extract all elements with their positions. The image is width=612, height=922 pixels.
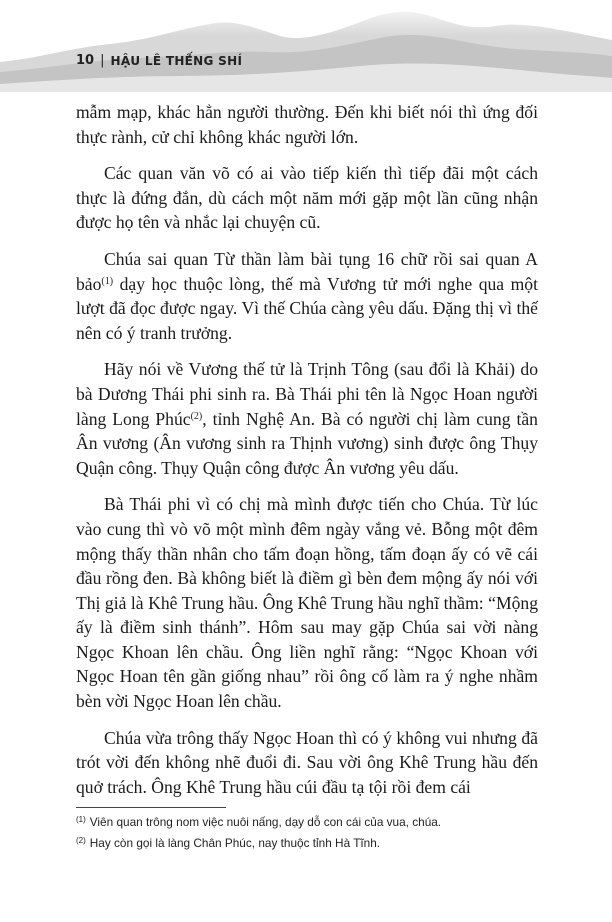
book-title: HẬU LÊ THẾ̂NG SHÍ: [110, 53, 243, 68]
footnote-mark: (2): [76, 836, 86, 845]
page-number: 10: [76, 53, 95, 68]
paragraph-text: Chúa sai quan Từ thần làm bài tụng 16 chữ rồi sai quan A bảo: [76, 248, 538, 294]
footnote-text: Viên quan trông nom việc nuôi nấng, dạy dỗ con cái của vua, chúa.: [89, 815, 442, 829]
footnotes: [76, 812, 538, 854]
footnote-1: [76, 812, 538, 833]
footnote-mark: (1): [76, 815, 86, 824]
page-body: [76, 100, 538, 811]
paragraph-text: , tỉnh Nghệ An. Bà có người chị làm cung tần Ân vương (Ân vương sinh ra Thịnh vương) sinh được ông Thụy Quận công. Thụy Quận công được Ân vương yêu dấu.: [76, 408, 538, 478]
mountain-banner-decoration: [0, 0, 612, 92]
running-header: [76, 53, 242, 68]
paragraph-5: [76, 492, 538, 713]
paragraph-6: [76, 726, 538, 800]
paragraph-1: [76, 100, 538, 149]
paragraph-text: Hãy nói về Vương thế tử là Trịnh Tông (sau đổi là Khải) do bà Dương Thái phi sinh ra. Bà Thái phi tên là Ngọc Hoan người làng Long Phúc: [76, 359, 538, 429]
header-separator: |: [100, 53, 105, 68]
paragraph-text: Chúa vừa trông thấy Ngọc Hoan thì có ý không vui nhưng đã trót vời đến không nhẽ đuổi đi. Sau vời ông Khê Trung hầu đến quở trách. Ông Khê Trung hầu cúi đầu tạ tội rồi đem cái: [76, 727, 538, 797]
paragraph-3: [76, 247, 538, 345]
footnote-ref-2: (2): [190, 410, 203, 422]
paragraph-text: Bà Thái phi vì có chị mà mình được tiến cho Chúa. Từ lúc vào cung thì vò võ một mình đêm ngày vắng vẻ. Bỗng một đêm mộng thấy thần nhân cho tấm đoạn hồng, tấm đoạn ấy có vẽ cái đầu rồng đen. Bà không biết là điềm gì bèn đem mộng ấy nói với Thị giả là Khê Trung hầu. Ông Khê Trung hầu nghĩ thầm: “Mộng ấy là điềm sinh thánh”. Hôm sau may gặp Chúa sai vời nàng Ngọc Khoan lên chầu. Ông liền nghĩ rằng: “Ngọc Khoan với Ngọc Hoan tên gần giống nhau” rồi ông cố làm ra ý nghe nhầm bèn vời Ngọc Hoan lên chầu.: [76, 494, 538, 712]
paragraph-text: Các quan văn võ có ai vào tiếp kiến thì tiếp đãi một cách thực là đứng đắn, dù cách một năm mới gặp một lần cũng nhận được họ tên và nhắc lại chuyện cũ.: [76, 163, 538, 233]
paragraph-4: [76, 357, 538, 480]
footnote-ref-1: (1): [101, 275, 114, 287]
paragraph-text: mẫm mạp, khác hẳn người thường. Đến khi biết nói thì ứng đối thực rành, cử chỉ không khác người lớn.: [76, 102, 538, 147]
footnote-divider: [76, 807, 226, 808]
footnote-2: [76, 833, 538, 854]
footnote-text: Hay còn gọi là làng Chân Phúc, nay thuộc tỉnh Hà Tĩnh.: [89, 836, 381, 850]
paragraph-text: dạy học thuộc lòng, thế mà Vương tử mới nghe qua một lượt đã đọc được ngay. Vì thế Chúa càng yêu dấu. Đặng thị vì thế nên có ý tranh trưởng.: [76, 273, 538, 343]
paragraph-2: [76, 161, 538, 235]
